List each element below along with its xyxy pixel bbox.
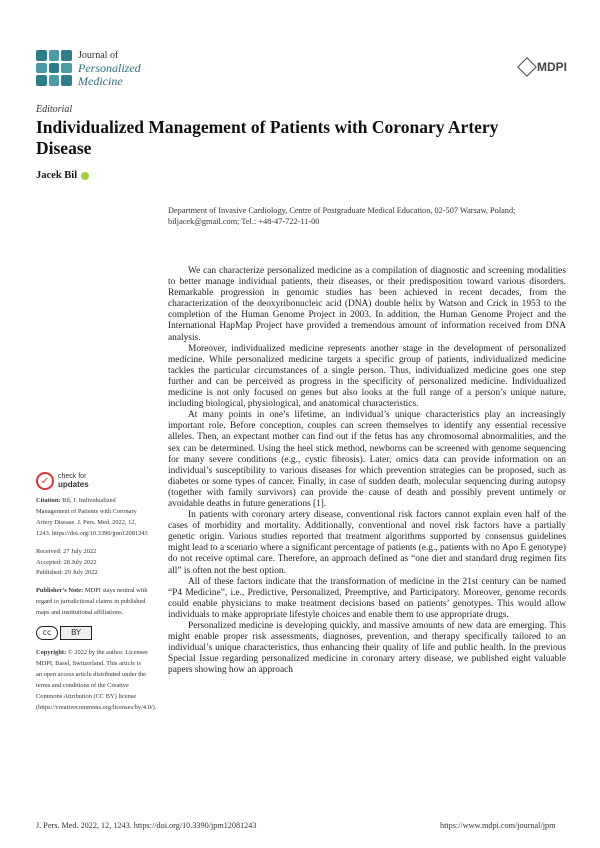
published-date: Published: 29 July 2022 xyxy=(36,569,98,577)
check-updates-icon: ✓ xyxy=(36,472,54,490)
journal-name-line3: Medicine xyxy=(78,74,123,88)
copyright-block xyxy=(36,648,157,713)
body-paragraph: Personalized medicine is developing quickly, and massive amounts of new data are emerging. This might enable proper risk assessments, diagnoses, prevention, and therapy specifically tailored to an individual’s unique characteristics, thus enhancing their quality of life and public health. In the previous Special Issue regarding personalized medicine in coronary artery disease, we published eight valuable papers showing how an approach xyxy=(168,621,566,676)
received-date: Received: 27 July 2022 xyxy=(36,547,97,555)
copyright-text: © 2022 by the author. Licensee MDPI, Basel, Switzerland. This article is an open access article distributed under the terms and conditions of the Creative Commons Attribution (CC BY) license (https://creativecommons.org/licenses/by/4.0/). xyxy=(36,649,157,711)
body-paragraph: We can characterize personalized medicine as a compilation of diagnostic and screening modalities to better manage individual patients, their diseases, or their predisposition toward various disorders. Remarkable progression in genomic studies has been achieved in recent decades, from the characterization of the deoxyribonucleic acid (DNA) double helix by Watson and Crick in 1953 to the completion of the Human Genome Project in 2003. In addition, the Human Genome Project and the International HapMap Project have provided a tremendous amount of information received from DNA analysis. xyxy=(168,266,566,343)
journal-name-line1: Journal of xyxy=(78,50,119,61)
footer-journal-url[interactable]: https://www.mdpi.com/journal/jpm xyxy=(440,821,556,830)
check-label-line2: updates xyxy=(58,480,89,489)
cc-icon: cc xyxy=(36,626,58,640)
publisher-note-text: MDPI stays neutral with regard to jurisdictional claims in published maps and institutional affiliations. xyxy=(36,587,148,617)
accepted-date: Accepted: 28 July 2022 xyxy=(36,558,97,566)
copyright-label: Copyright: xyxy=(36,649,67,657)
publisher-note xyxy=(36,586,148,619)
orcid-icon[interactable] xyxy=(81,172,89,180)
publisher-name: MDPI xyxy=(537,60,567,74)
by-icon: BY xyxy=(60,626,92,640)
publisher-logo xyxy=(520,60,567,74)
journal-logo-icon xyxy=(36,50,72,86)
article-type: Editorial xyxy=(36,104,73,115)
cc-by-license-icon[interactable] xyxy=(36,626,148,640)
check-label-line1: check for xyxy=(58,473,87,480)
journal-name-line2: Personalized xyxy=(78,61,141,75)
mdpi-emblem-icon xyxy=(517,57,537,77)
article-info-sidebar xyxy=(36,496,157,721)
article-title: Individualized Management of Patients with Coronary Artery Disease xyxy=(36,117,499,158)
body-paragraph: At many points in one’s lifetime, an individual’s unique characteristics play an increasingly important role. Before conception, couples can screen themselves to identify any essential recessive alleles. Then, an expectant mother can find out if the fetus has any chromosomal abnormalities, and the sex can be determined. Using the heel stick method, newborns can be screened with genome sequencing for many severe conditions (e.g., cystic fibrosis). Later, omics data can provide information on an individual’s susceptibility to various diseases for which prevention strategies can be proposed, such as diabetes or some types of cancer. Finally, in case of sudden death, molecular sequencing during autopsy (together with family survivors) can provide the cause of death and possibly prevent untimely or avoidable deaths in future generations [1]. xyxy=(168,410,566,509)
body-paragraph: In patients with coronary artery disease, conventional risk factors cannot explain even half of the cases of morbidity and mortality. Additionally, conventional and novel risk factors have a partially genetic origin. Various studies reported that treatment algorithms supported by consensus guidelines might lead to a scenario where a significant percentage of patients (e.g., patients with no Apo E genotype) do not receive optimal care. Therefore, an approach defined as “one diet and standard drug regimen fits all” is often not the best option. xyxy=(168,510,566,576)
body-paragraph: Moreover, individualized medicine represents another stage in the development of personalized medicine. While personalized medicine targets a specific group of patients, individualized medicine tackles the particular circumstances of a single person. Thus, individualized medicine goes one step further and can be perceived as progress in the specificity of personalized medicine. Individualized medicine is not only focused on genes but also looks at the full range of a person’s unique nature, including biological, physiological, and anatomical characteristics. xyxy=(168,343,566,410)
footer-citation[interactable]: J. Pers. Med. 2022, 12, 1243. https://doi.org/10.3390/jpm12081243 xyxy=(36,821,257,830)
citation-block xyxy=(36,496,148,540)
publisher-note-label: Publisher’s Note: xyxy=(36,587,84,595)
author-name: Jacek Bil xyxy=(36,170,78,181)
citation-text: Bil, J. Individualized Management of Patients with Coronary Artery Disease. J. Pers. Med. 2022, 12, 1243. https://doi.org/10.3390/jpm12081243 xyxy=(36,497,148,537)
citation-label: Citation: xyxy=(36,497,61,504)
check-for-updates-button[interactable] xyxy=(36,472,89,490)
article-body xyxy=(168,266,566,676)
author-line xyxy=(36,170,89,181)
dates-block xyxy=(36,547,148,580)
affiliation: Department of Invasive Cardiology, Centre of Postgraduate Medical Education, 02-507 Warsaw, Poland; biljacek@gmail.com; Tel.: +48-47-722-11-00 xyxy=(168,206,516,226)
body-paragraph: All of these factors indicate that the transformation of medicine in the 21st century can be named “P4 Medicine”, i.e., Predictive, Personalized, Preemptive, and Participatory. Moreover, genome records could enable physicians to make treatment decisions based on patients’ genotypes. This would allow individuals to make appropriate lifestyle choices and enable them to use appropriate drugs. xyxy=(168,576,566,620)
